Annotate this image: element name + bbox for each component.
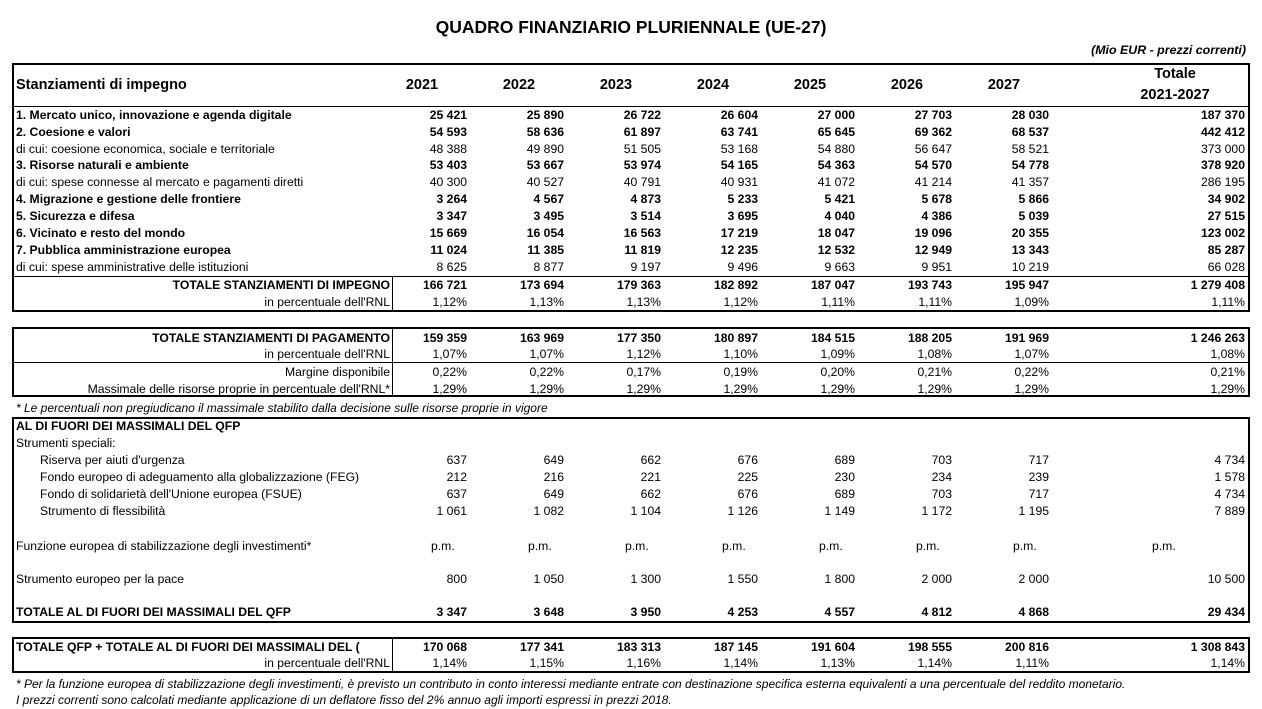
row-value: 1,29% [1014, 382, 1049, 396]
row-value: 53 974 [623, 158, 661, 172]
row-value: 41 357 [1011, 175, 1049, 189]
row-value: 0,22% [529, 365, 564, 379]
row-value: p.m. [431, 539, 455, 553]
row-total: 29 434 [1207, 605, 1245, 619]
row-value: 65 645 [817, 125, 855, 139]
row-value: 3 514 [630, 209, 661, 223]
row-value: 41 072 [817, 175, 855, 189]
margin-row [0, 364, 1262, 381]
row-value: 0,19% [723, 365, 758, 379]
row-value: 18 047 [817, 226, 855, 240]
row-value: 54 593 [429, 125, 467, 139]
total-commitments-row [0, 277, 1262, 294]
row-value: 12 235 [720, 243, 758, 257]
note-percentages: * Le percentuali non pregiudicano il massimale stabilito dalla decisione sulle risorse proprie in vigore [16, 401, 548, 415]
row-value: 1,14% [917, 656, 952, 670]
row-value: 221 [640, 470, 661, 484]
row-value: 25 421 [429, 108, 467, 122]
row-value: 216 [543, 470, 564, 484]
row-value: 26 604 [720, 108, 758, 122]
row-label: TOTALE STANZIAMENTI DI PAGAMENTO [152, 331, 390, 345]
row-label: Fondo europeo di adeguamento alla globalizzazione (FEG) [40, 470, 360, 484]
row-label: Margine disponibile [284, 365, 390, 379]
peace-row [0, 571, 1262, 588]
row-value: 40 791 [623, 175, 661, 189]
row-total: 1 578 [1214, 470, 1245, 484]
row-total: 1 279 408 [1190, 278, 1245, 292]
row-value: 1 149 [824, 504, 855, 518]
row-value: 40 931 [720, 175, 758, 189]
row-value: 27 000 [817, 108, 855, 122]
row-label: di cui: coesione economica, sociale e territoriale [16, 142, 275, 156]
row-value: 25 890 [526, 108, 564, 122]
instrument-row [0, 503, 1262, 520]
outside-subheading-label: Strumenti speciali: [16, 436, 116, 450]
row-value: 191 604 [810, 640, 855, 654]
row-value: 1,14% [432, 656, 467, 670]
row-value: 2 000 [1018, 572, 1049, 586]
row-value: 1,07% [529, 347, 564, 361]
row-label: Strumento di flessibilità [40, 504, 166, 518]
header-total-line2: 2021-2027 [1140, 87, 1210, 103]
row-value: 1,07% [432, 347, 467, 361]
row-value: 1,14% [723, 656, 758, 670]
row-value: 4 868 [1018, 605, 1049, 619]
row-value: 662 [640, 487, 661, 501]
row-value: 5 039 [1018, 209, 1049, 223]
row-value: p.m. [1013, 539, 1037, 553]
row-total: 7 889 [1214, 504, 1245, 518]
row-value: 58 521 [1011, 142, 1049, 156]
header-year: 2026 [890, 77, 924, 93]
row-value: 717 [1028, 453, 1049, 467]
row-label: 1. Mercato unico, innovazione e agenda digitale [16, 108, 292, 122]
row-value: 183 313 [616, 640, 661, 654]
row-value: 0,22% [432, 365, 467, 379]
row-value: 2 000 [921, 572, 952, 586]
commitment-row [0, 225, 1262, 242]
row-value: 4 386 [921, 209, 952, 223]
row-value: 40 300 [429, 175, 467, 189]
row-total: p.m. [1152, 539, 1176, 553]
row-value: 177 350 [616, 331, 661, 345]
row-value: 1 195 [1018, 504, 1049, 518]
row-total: 1,11% [1211, 295, 1245, 309]
row-value: 53 403 [429, 158, 467, 172]
row-value: 1,12% [723, 295, 758, 309]
row-label: 3. Risorse naturali e ambiente [16, 158, 189, 172]
row-value: 1,11% [821, 295, 855, 309]
row-value: 703 [931, 487, 952, 501]
row-value: 200 816 [1004, 640, 1049, 654]
row-label: TOTALE AL DI FUORI DEI MASSIMALI DEL QFP [16, 605, 291, 619]
row-value: 61 897 [623, 125, 661, 139]
row-value: p.m. [722, 539, 746, 553]
row-value: 11 819 [624, 243, 661, 257]
row-total: 187 370 [1200, 108, 1245, 122]
row-value: 11 024 [430, 243, 467, 257]
row-value: 1,09% [1014, 295, 1049, 309]
row-label: TOTALE STANZIAMENTI DI IMPEGNO [172, 278, 390, 292]
row-value: 10 219 [1011, 260, 1049, 274]
row-value: 1,11% [1015, 656, 1049, 670]
outside-subheading [0, 435, 1262, 452]
row-value: 4 253 [727, 605, 758, 619]
row-value: 0,20% [820, 365, 855, 379]
row-value: 54 570 [914, 158, 952, 172]
row-value: 51 505 [623, 142, 661, 156]
instrument-row [0, 452, 1262, 469]
row-value: 12 949 [914, 243, 952, 257]
row-value: 3 264 [436, 192, 467, 206]
row-label: in percentuale dell'RNL [264, 347, 390, 361]
footnote-stabilisation: * Per la funzione europea di stabilizzazione degli investimenti, è previsto un contributo in conto interessi mediante entrate con destinazione specifica esterna equivalenti a una percentuale del reddito monetario. [16, 677, 1126, 691]
row-value: 1,08% [917, 347, 952, 361]
units-note: (Mio EUR - prezzi correnti) [1091, 43, 1246, 57]
row-total: 10 500 [1207, 572, 1245, 586]
row-value: 8 625 [436, 260, 467, 274]
row-value: 8 877 [533, 260, 564, 274]
commitment-row [0, 141, 1262, 158]
row-value: 27 703 [914, 108, 952, 122]
row-value: 20 355 [1011, 226, 1049, 240]
row-value: 68 537 [1011, 125, 1049, 139]
commitments-gni-row [0, 294, 1262, 311]
row-value: 13 343 [1011, 243, 1049, 257]
row-label: 4. Migrazione e gestione delle frontiere [16, 192, 241, 206]
row-value: 26 722 [623, 108, 661, 122]
row-value: 1,29% [529, 382, 564, 396]
row-value: 717 [1028, 487, 1049, 501]
row-value: 212 [446, 470, 467, 484]
row-value: 1 104 [630, 504, 661, 518]
header-year: 2024 [696, 77, 730, 93]
row-total: 34 902 [1207, 192, 1245, 206]
row-value: 1 550 [727, 572, 758, 586]
row-value: 4 557 [824, 605, 855, 619]
total-payments-row [0, 330, 1262, 347]
row-value: 1,12% [432, 295, 467, 309]
row-label: 2. Coesione e valori [16, 125, 131, 139]
row-label: di cui: spese connesse al mercato e pagamenti diretti [16, 175, 304, 189]
row-value: 49 890 [526, 142, 564, 156]
row-value: 16 563 [623, 226, 661, 240]
outside-total-row [0, 604, 1262, 621]
header-total-line1: Totale [1154, 66, 1196, 82]
outside-heading [0, 418, 1262, 435]
row-value: 180 897 [713, 331, 758, 345]
row-value: 184 515 [810, 331, 855, 345]
row-value: 15 669 [429, 226, 467, 240]
row-value: 3 950 [630, 605, 661, 619]
row-label: Massimale delle risorse proprie in percentuale dell'RNL* [87, 382, 390, 396]
row-value: 676 [737, 487, 758, 501]
commitment-row [0, 242, 1262, 259]
row-total: 4 734 [1214, 487, 1245, 501]
row-value: 9 663 [824, 260, 855, 274]
grand-total-row [0, 639, 1262, 656]
row-value: 170 068 [422, 640, 467, 654]
row-value: 54 165 [720, 158, 758, 172]
row-value: 703 [931, 453, 952, 467]
row-value: 5 678 [921, 192, 952, 206]
row-value: 4 873 [630, 192, 661, 206]
row-value: 19 096 [914, 226, 952, 240]
row-value: 9 496 [727, 260, 758, 274]
row-value: 5 233 [727, 192, 758, 206]
header-year: 2023 [599, 77, 633, 93]
row-value: 166 721 [422, 278, 467, 292]
header-year: 2027 [987, 77, 1021, 93]
row-total: 286 195 [1200, 175, 1245, 189]
stabilisation-row [0, 538, 1262, 555]
row-value: 17 219 [720, 226, 758, 240]
row-value: 54 363 [817, 158, 855, 172]
row-label: Riserva per aiuti d'urgenza [40, 453, 185, 467]
row-value: 3 695 [727, 209, 758, 223]
row-value: 11 385 [527, 243, 564, 257]
row-value: 649 [543, 453, 564, 467]
row-value: 63 741 [720, 125, 758, 139]
commitment-row [0, 124, 1262, 141]
commitment-row [0, 259, 1262, 276]
row-value: 69 362 [914, 125, 952, 139]
row-value: 1,16% [626, 656, 661, 670]
row-value: 1,13% [820, 656, 855, 670]
row-label: in percentuale dell'RNL [264, 656, 390, 670]
row-value: 187 047 [810, 278, 855, 292]
row-value: 1,09% [820, 347, 855, 361]
row-label: di cui: spese amministrative delle istituzioni [16, 260, 249, 274]
row-value: 48 388 [429, 142, 467, 156]
row-total: 4 734 [1214, 453, 1245, 467]
row-value: 56 647 [914, 142, 952, 156]
row-total: 0,21% [1210, 365, 1245, 379]
commitment-row [0, 157, 1262, 174]
row-value: p.m. [819, 539, 843, 553]
row-value: 9 197 [630, 260, 661, 274]
own-resources-row [0, 381, 1262, 398]
row-label: Fondo di solidarietà dell'Unione europea (FSUE) [40, 487, 302, 501]
row-value: 173 694 [519, 278, 564, 292]
commitment-row [0, 107, 1262, 124]
row-total: 1,14% [1210, 656, 1245, 670]
row-value: 239 [1028, 470, 1049, 484]
row-label: in percentuale dell'RNL [264, 295, 390, 309]
row-value: 1,29% [820, 382, 855, 396]
row-value: 4 567 [533, 192, 564, 206]
row-value: 0,17% [626, 365, 661, 379]
row-value: 193 743 [907, 278, 952, 292]
row-value: 28 030 [1011, 108, 1049, 122]
row-value: 179 363 [616, 278, 661, 292]
row-value: 40 527 [526, 175, 564, 189]
row-value: 1 082 [533, 504, 564, 518]
row-label: 5. Sicurezza e difesa [16, 209, 135, 223]
row-value: p.m. [528, 539, 552, 553]
page-title: QUADRO FINANZIARIO PLURIENNALE (UE-27) [435, 17, 827, 37]
header-year: 2025 [793, 77, 827, 93]
header-year: 2022 [502, 77, 536, 93]
row-value: 53 667 [526, 158, 564, 172]
row-total: 85 287 [1207, 243, 1245, 257]
row-total: 123 002 [1200, 226, 1245, 240]
row-value: 649 [543, 487, 564, 501]
row-value: 1,13% [626, 295, 661, 309]
row-value: 1 061 [436, 504, 467, 518]
row-value: 1 800 [824, 572, 855, 586]
outside-heading-label: AL DI FUORI DEI MASSIMALI DEL QFP [16, 419, 241, 433]
row-total: 66 028 [1207, 260, 1245, 274]
row-value: 1,12% [626, 347, 661, 361]
row-total: 1 246 263 [1190, 331, 1245, 345]
row-label: 7. Pubblica amministrazione europea [16, 243, 231, 257]
row-total: 442 412 [1200, 125, 1245, 139]
commitment-row [0, 191, 1262, 208]
row-value: 3 495 [533, 209, 564, 223]
payments-gni-row [0, 346, 1262, 363]
row-value: 234 [931, 470, 952, 484]
row-value: 689 [834, 487, 855, 501]
row-label: 6. Vicinato e resto del mondo [16, 226, 186, 240]
row-value: 188 205 [907, 331, 952, 345]
row-value: 637 [446, 487, 467, 501]
instrument-row [0, 469, 1262, 486]
row-value: 1,29% [626, 382, 661, 396]
row-value: 12 532 [817, 243, 855, 257]
row-value: 0,22% [1014, 365, 1049, 379]
row-label: TOTALE QFP + TOTALE AL DI FUORI DEI MASSIMALI DEL ( [16, 640, 360, 654]
row-value: 182 892 [713, 278, 758, 292]
row-value: 5 421 [824, 192, 855, 206]
row-value: 689 [834, 453, 855, 467]
commitment-row [0, 208, 1262, 225]
row-value: 187 145 [713, 640, 758, 654]
row-total: 1,08% [1210, 347, 1245, 361]
row-value: 53 168 [720, 142, 758, 156]
header-year: 2021 [405, 77, 439, 93]
footnote-prices: I prezzi correnti sono calcolati mediante applicazione di un deflatore fisso del 2% annuo agli importi espressi in prezzi 2018. [16, 693, 672, 707]
row-value: 159 359 [422, 331, 467, 345]
row-value: 198 555 [907, 640, 952, 654]
row-value: 54 778 [1011, 158, 1049, 172]
row-value: 0,21% [917, 365, 952, 379]
commitment-row [0, 174, 1262, 191]
row-label: Strumento europeo per la pace [16, 572, 185, 586]
row-value: 41 214 [914, 175, 952, 189]
row-value: 58 636 [526, 125, 564, 139]
row-value: 9 951 [921, 260, 952, 274]
row-value: 1 172 [921, 504, 952, 518]
row-total: 1 308 843 [1190, 640, 1245, 654]
row-value: 1,29% [432, 382, 467, 396]
row-value: 3 648 [533, 605, 564, 619]
row-value: 4 040 [824, 209, 855, 223]
row-total: 378 920 [1200, 158, 1245, 172]
row-value: 225 [737, 470, 758, 484]
row-value: p.m. [916, 539, 940, 553]
row-total: 1,29% [1210, 382, 1245, 396]
row-value: 1,29% [723, 382, 758, 396]
row-value: 1,10% [723, 347, 758, 361]
row-value: 4 812 [921, 605, 952, 619]
row-value: 163 969 [519, 331, 564, 345]
row-total: 27 515 [1207, 209, 1245, 223]
row-value: 5 866 [1018, 192, 1049, 206]
instrument-row [0, 486, 1262, 503]
row-value: 16 054 [526, 226, 564, 240]
row-value: 1 126 [727, 504, 758, 518]
row-value: 230 [834, 470, 855, 484]
row-value: 1,11% [918, 295, 952, 309]
row-value: 54 880 [817, 142, 855, 156]
row-value: 1,15% [529, 656, 564, 670]
row-label: Funzione europea di stabilizzazione degli investimenti* [16, 539, 312, 553]
row-value: 1,13% [529, 295, 564, 309]
row-value: 637 [446, 453, 467, 467]
row-value: 3 347 [436, 209, 467, 223]
row-value: 1,07% [1014, 347, 1049, 361]
row-value: 1 300 [630, 572, 661, 586]
row-value: 1,29% [917, 382, 952, 396]
row-value: 662 [640, 453, 661, 467]
row-value: 195 947 [1004, 278, 1049, 292]
row-value: 177 341 [519, 640, 564, 654]
row-value: 3 347 [436, 605, 467, 619]
row-value: 676 [737, 453, 758, 467]
row-value: 1 050 [533, 572, 564, 586]
row-value: p.m. [625, 539, 649, 553]
row-value: 191 969 [1004, 331, 1049, 345]
row-value: 800 [446, 572, 467, 586]
row-total: 373 000 [1200, 142, 1245, 156]
grand-gni-row [0, 655, 1262, 672]
header-label: Stanziamenti di impegno [16, 77, 187, 93]
